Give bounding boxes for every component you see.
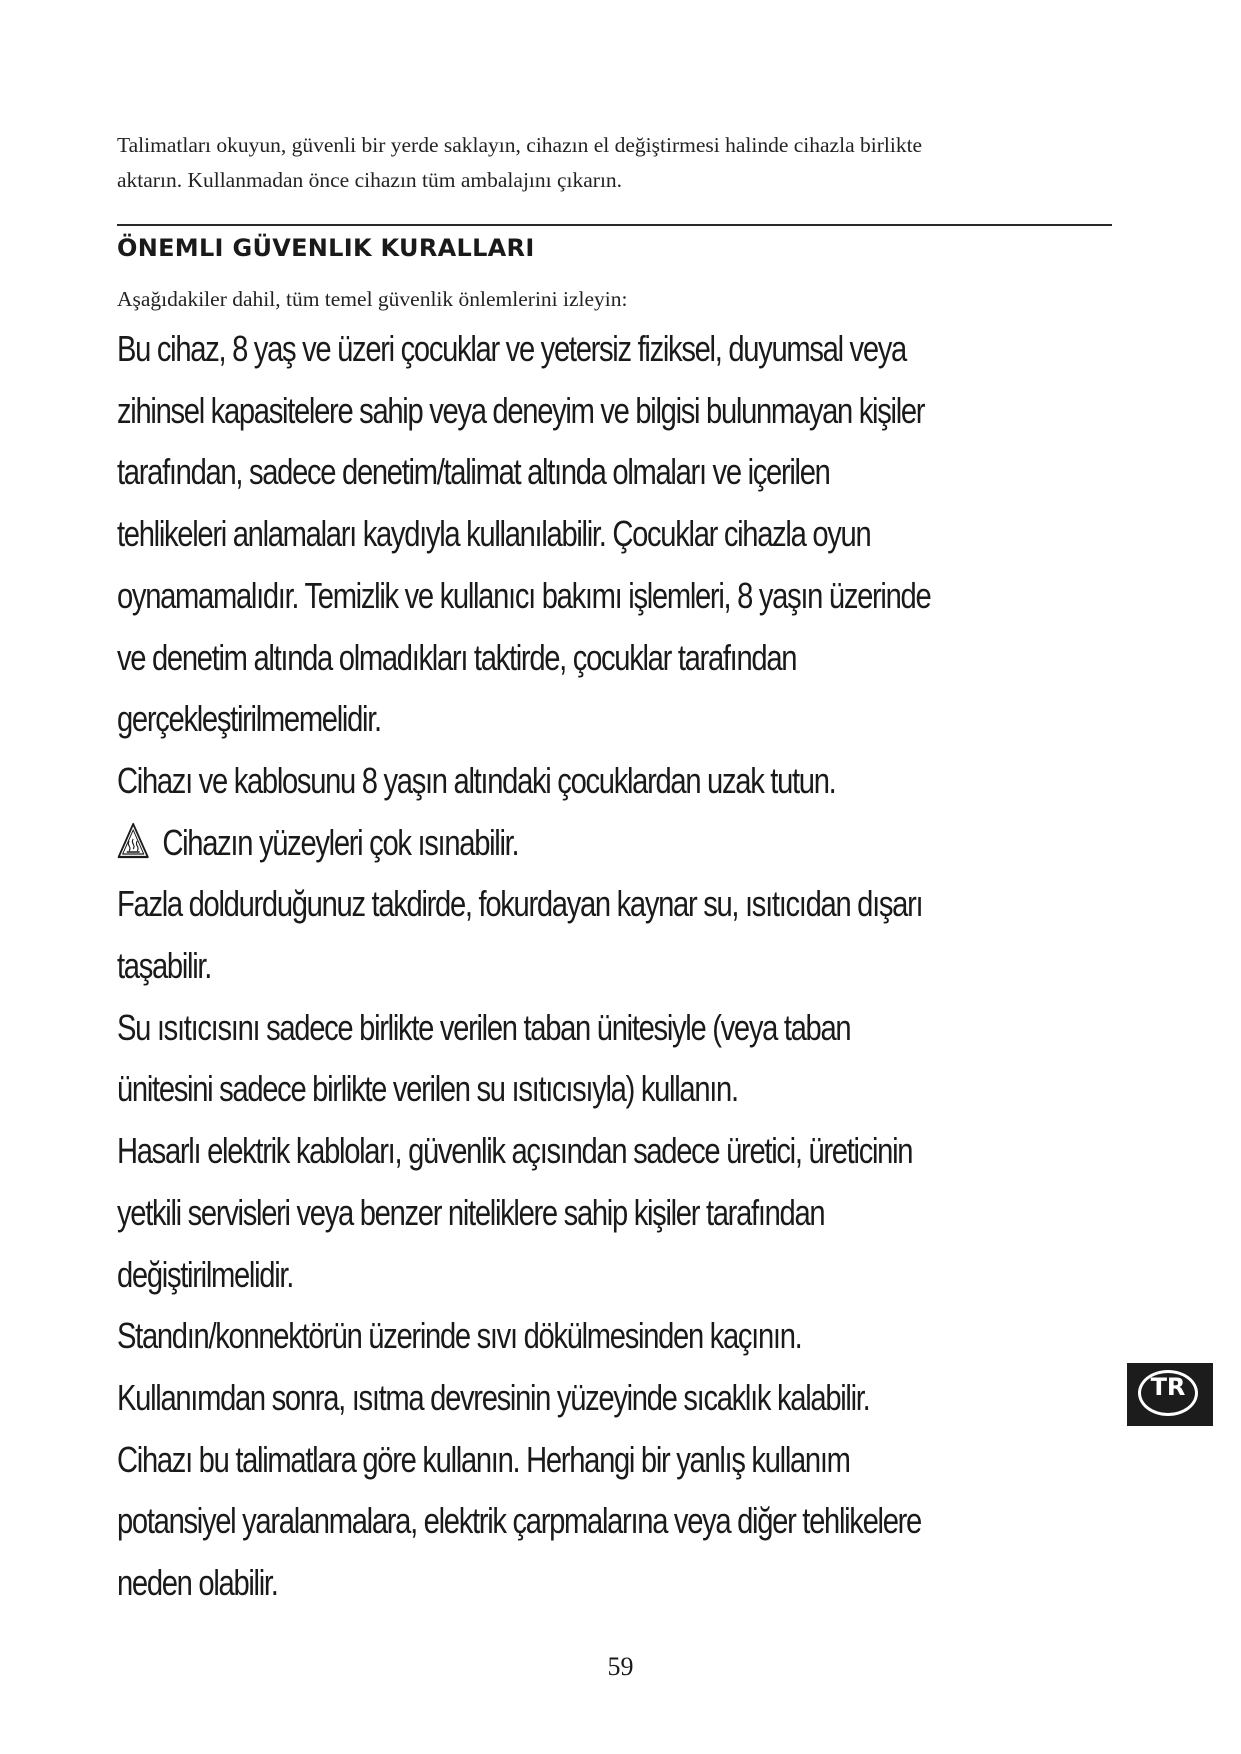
body-line: Cihazı ve kablosunu 8 yaşın altındaki çocuklardan uzak tutun. [117,759,836,801]
body-line: yetkili servisleri veya benzer niteliklere sahip kişiler tarafından [117,1191,825,1233]
body-line: Cihazı bu talimatlara göre kullanın. Herhangi bir yanlış kullanım [117,1438,850,1480]
body-line: ve denetim altında olmadıkları taktirde, çocuklar tarafından [117,636,797,678]
safety-rules-text [117,318,1113,1614]
intro-line: aktarın. Kullanmadan önce cihazın tüm ambalajını çıkarın. [117,168,623,192]
section-divider [117,224,1112,226]
body-line: oynamamalıdır. Temizlik ve kullanıcı bakımı işlemleri, 8 yaşın üzerinde [117,574,931,616]
body-line: Cihazın yüzeyleri çok ısınabilir. [162,821,519,863]
body-line: Bu cihaz, 8 yaş ve üzeri çocuklar ve yetersiz fiziksel, duyumsal veya [117,328,906,369]
body-line: değiştirilmelidir. [117,1253,293,1295]
section-heading: ÖNEMLI GÜVENLIK KURALLARI [117,234,535,262]
body-line: gerçekleştirilmemelidir. [117,698,381,740]
body-line: tarafından, sadece denetim/talimat altında olmaları ve içerilen [117,451,830,493]
intro-paragraph [117,128,1077,198]
body-line: Su ısıtıcısını sadece birlikte verilen taban ünitesiyle (veya taban [117,1006,851,1048]
body-line: zihinsel kapasitelere sahip veya deneyim ve bilgisi bulunmayan kişiler [117,389,925,431]
intro-line: Talimatları okuyun, güvenli bir yerde saklayın, cihazın el değiştirmesi halinde cihazla birlikte [117,133,923,157]
body-line: tehlikeleri anlamaları kaydıyla kullanılabilir. Çocuklar cihazla oyun [117,513,871,555]
page-number: 59 [607,1652,634,1681]
body-line: neden olabilir. [117,1562,278,1604]
hot-surface-warning-icon [117,821,149,861]
hot-surface-line [117,812,1113,874]
body-line: ünitesini sadece birlikte verilen su ısıtıcısıyla) kullanın. [117,1068,738,1110]
body-line: Standın/konnektörün üzerinde sıvı dökülmesinden kaçının. [117,1315,802,1357]
body-line: taşabilir. [117,945,212,987]
language-badge [1127,1363,1213,1426]
body-line: Kullanımdan sonra, ısıtma devresinin yüzeyinde sıcaklık kalabilir. [117,1376,870,1418]
body-line: Hasarlı elektrik kabloları, güvenlik açısından sadece üretici, üreticinin [117,1130,913,1172]
section-subtitle: Aşağıdakiler dahil, tüm temel güvenlik önlemlerini izleyin: [117,287,628,311]
body-line: potansiyel yaralanmalara, elektrik çarpmalarına veya diğer tehlikelere [117,1500,921,1542]
body-line: Fazla doldurduğunuz takdirde, fokurdayan kaynar su, ısıtıcıdan dışarı [117,883,923,925]
language-badge-label: TR [1150,1373,1186,1401]
